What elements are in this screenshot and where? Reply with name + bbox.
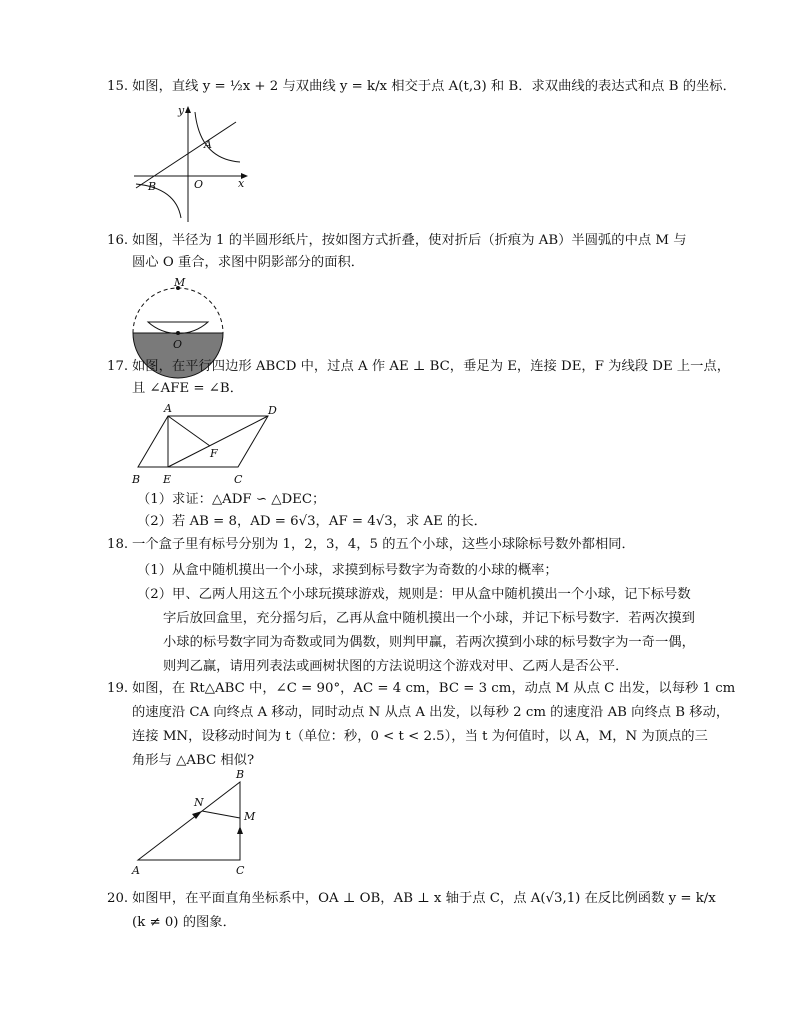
point-n-label: N bbox=[194, 796, 204, 809]
problem-19-number: 19. bbox=[107, 681, 129, 696]
point-c-label: C bbox=[234, 473, 243, 486]
problem-20-text-2: (k ≠ 0) 的图象． bbox=[132, 915, 236, 930]
point-a-label: A bbox=[204, 138, 212, 151]
x-axis-label: x bbox=[238, 177, 245, 190]
problem-17-text-2: 且 ∠AFE = ∠B． bbox=[132, 381, 244, 396]
hyperbola-branch-1 bbox=[195, 112, 240, 162]
point-o-label: O bbox=[173, 338, 183, 351]
problem-16-text-2: 圆心 O 重合，求图中阴影部分的面积． bbox=[132, 255, 365, 270]
problem-19-text-4: 角形与 △ABC 相似? bbox=[132, 753, 255, 768]
problem-15-text: 如图，直线 y = ½x + 2 与双曲线 y = k/x 相交于点 A(t,3) 和 B．求双曲线的表达式和点 B 的坐标． bbox=[132, 79, 736, 94]
problem-20-text-1: 如图甲，在平面直角坐标系中，OA ⊥ OB，AB ⊥ x 轴于点 C，点 A(√3,1) 在反比例函数 y = k/x bbox=[132, 891, 716, 906]
problem-17-text-1: 如图，在平行四边形 ABCD 中，过点 A 作 AE ⊥ BC，垂足为 E，连接 DE，F 为线段 DE 上一点， bbox=[132, 359, 731, 374]
problem-18-number: 18. bbox=[107, 537, 129, 552]
problem-16-number: 16. bbox=[107, 233, 129, 248]
problem-18-sub-2: （2）甲、乙两人用这五个小球玩摸球游戏，规则是：甲从盒中随机摸出一个小球，记下标号数 bbox=[137, 587, 691, 602]
problem-19-figure bbox=[130, 766, 262, 878]
point-m-label: M bbox=[174, 276, 186, 289]
y-axis-arrow bbox=[185, 106, 191, 113]
problem-16-figure bbox=[130, 276, 230, 351]
problem-18-sub-2-cont-1: 字后放回盒里，充分摇匀后，乙再从盒中随机摸出一个小球，并记下标号数字．若两次摸到 bbox=[163, 611, 695, 626]
problem-17-number: 17. bbox=[107, 359, 129, 374]
problem-15-figure bbox=[130, 104, 255, 226]
problem-18-text: 一个盒子里有标号分别为 1，2，3，4，5 的五个小球，这些小球除标号数外都相同． bbox=[132, 537, 635, 552]
point-m-label: M bbox=[244, 810, 256, 823]
segment-mn bbox=[202, 811, 240, 818]
point-a-label: A bbox=[132, 864, 140, 877]
problem-17-sub-2: （2）若 AB = 8，AD = 6√3，AF = 4√3，求 AE 的长． bbox=[137, 514, 487, 529]
y-axis-label: y bbox=[178, 104, 185, 117]
point-b-label: B bbox=[236, 768, 245, 781]
point-c-label: C bbox=[236, 864, 245, 877]
segment-af bbox=[168, 416, 210, 446]
point-o bbox=[176, 331, 180, 335]
arrow-m bbox=[237, 826, 243, 834]
problem-17-sub-1: （1）求证：△ADF ∽ △DEC； bbox=[137, 492, 326, 507]
point-b-label: B bbox=[148, 180, 157, 193]
point-a-label: A bbox=[164, 402, 172, 415]
hyperbola-branch-2 bbox=[136, 184, 181, 218]
problem-17-figure bbox=[130, 402, 280, 488]
point-d-label: D bbox=[268, 404, 277, 417]
point-e-label: E bbox=[163, 473, 172, 486]
problem-18-sub-2-cont-2: 小球的标号数字同为奇数或同为偶数，则判甲赢，若两次摸到小球的标号数字为一奇一偶， bbox=[163, 635, 695, 650]
problem-19-text-3: 连接 MN，设移动时间为 t（单位：秒，0 < t < 2.5），当 t 为何值时，以 A，M，N 为顶点的三 bbox=[132, 729, 708, 744]
problem-20-number: 20. bbox=[107, 891, 129, 906]
problem-19-text-1: 如图，在 Rt△ABC 中，∠C = 90°，AC = 4 cm，BC = 3 cm，动点 M 从点 C 出发，以每秒 1 cm bbox=[132, 681, 736, 696]
line-graph bbox=[136, 122, 236, 188]
problem-15-number: 15. bbox=[107, 79, 129, 94]
problem-19-text-2: 的速度沿 CA 向终点 A 移动，同时动点 N 从点 A 出发，以每秒 2 cm 的速度沿 AB 向终点 B 移动， bbox=[132, 705, 730, 720]
problem-16-text-1: 如图，半径为 1 的半圆形纸片，按如图方式折叠，使对折后（折痕为 AB）半圆弧的中点 M 与 bbox=[132, 233, 687, 248]
point-b-label: B bbox=[132, 473, 141, 486]
problem-18-sub-2-cont-3: 则判乙赢，请用列表法或画树状图的方法说明这个游戏对甲、乙两人是否公平． bbox=[163, 659, 629, 674]
point-f-label: F bbox=[210, 447, 218, 460]
triangle-abc bbox=[138, 782, 240, 860]
origin-label: O bbox=[194, 178, 204, 191]
problem-18-sub-1: （1）从盒中随机摸出一个小球，求摸到标号数字为奇数的小球的概率； bbox=[137, 563, 558, 578]
